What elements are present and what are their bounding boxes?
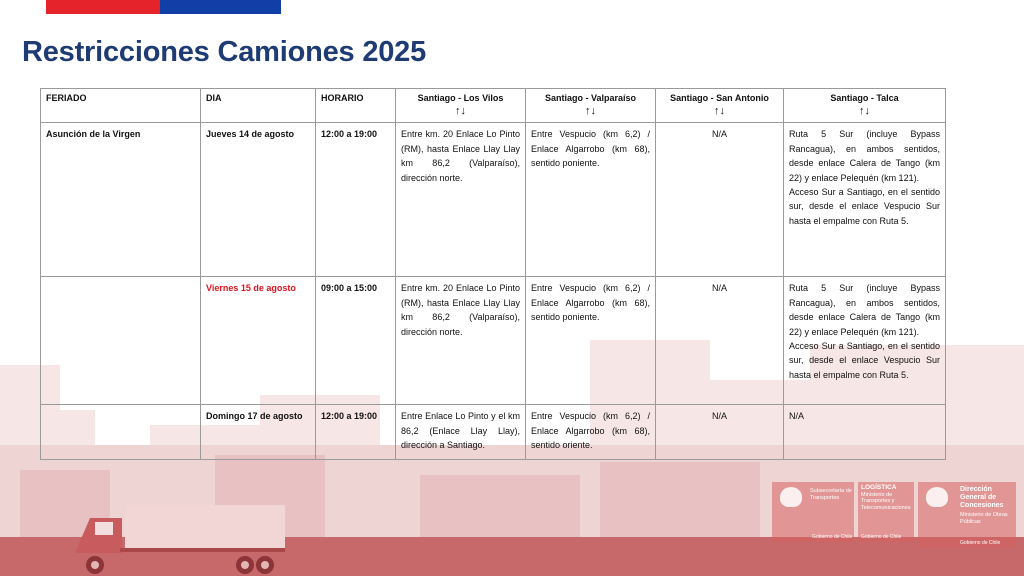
logo-direccion-concesiones: Dirección General de Concesiones Ministerio de Obras Públicas Gobierno de Chile [918,482,1016,548]
header-route-los-vilos [396,89,526,123]
cell-feriado [41,405,201,460]
cell-valparaiso: Entre Vespucio (km 6,2) / Enlace Algarrobo (km 68), sentido poniente. [526,277,656,405]
cell-talca-ruta5: Ruta 5 Sur (incluye Bypass Rancagua), en ambos sentidos, desde enlace Calera de Tango (km 22) y enlace Pelequén (km 121). [789,129,940,183]
restrictions-table [40,88,946,460]
cell-horario: 12:00 a 19:00 [316,123,396,277]
up-down-arrows-icon: ↑↓ [714,105,725,118]
up-down-arrows-icon: ↑↓ [585,105,596,118]
cell-dia: Domingo 17 de agosto [201,405,316,460]
cell-talca-acceso-sur: Acceso Sur a Santiago, en el sentido sur, desde el enlace Vespucio Sur hasta el empalme con Ruta 5. [789,187,940,226]
cell-dia: Viernes 15 de agosto [201,277,316,405]
header-route-talca-label: Santiago - Talca [830,93,899,103]
header-route-valparaiso [526,89,656,123]
cell-los-vilos: Entre km. 20 Enlace Lo Pinto (RM), hasta Enlace Llay Llay km 86,2 (Valparaíso), dirección norte. [396,277,526,405]
cell-talca [784,123,946,277]
cell-valparaiso: Entre Vespucio (km 6,2) / Enlace Algarrobo (km 68), sentido oriente. [526,405,656,460]
cell-talca-ruta5: N/A [789,411,805,422]
header-route-los-vilos-label: Santiago - Los Vilos [417,93,504,103]
cell-san-antonio: N/A [656,123,784,277]
cell-horario: 09:00 a 15:00 [316,277,396,405]
table-row [41,277,946,405]
page-title: Restricciones Camiones 2025 [22,36,427,68]
header-route-valparaiso-label: Santiago - Valparaíso [544,93,637,103]
header-route-san-antonio [656,89,784,123]
table-row [41,405,946,460]
logo-logistica: LOGÍSTICA Ministerio de Transportes y Telecomunicaciones Gobierno de Chile [858,482,914,542]
logo-subsecretaria-transportes: Subsecretaría de Transportes Gobierno de Chile [772,482,854,542]
cell-los-vilos: Entre km. 20 Enlace Lo Pinto (RM), hasta Enlace Llay Llay km 86,2 (Valparaíso), dirección norte. [396,123,526,277]
cell-talca [784,277,946,405]
cell-dia: Jueves 14 de agosto [201,123,316,277]
up-down-arrows-icon: ↑↓ [859,105,870,118]
cell-san-antonio: N/A [656,277,784,405]
cell-talca-acceso-sur: Acceso Sur a Santiago, en el sentido sur, desde el enlace Vespucio Sur hasta el empalme con Ruta 5. [789,341,940,380]
chile-crest-icon [780,487,802,507]
cell-san-antonio: N/A [656,405,784,460]
header-route-san-antonio-label: Santiago - San Antonio [670,93,769,103]
header-horario: HORARIO [316,89,396,123]
cell-talca [784,405,946,460]
chile-crest-icon [926,487,948,507]
header-route-talca [784,89,946,123]
cell-los-vilos: Entre Enlace Lo Pinto y el km 86,2 (Enlace Llay Llay), dirección a Santiago. [396,405,526,460]
cell-feriado: Asunción de la Virgen [41,123,201,277]
header-dia: DIA [201,89,316,123]
cell-talca-ruta5: Ruta 5 Sur (incluye Bypass Rancagua), en ambos sentidos, desde enlace Calera de Tango (km 22) y enlace Pelequén (km 121). [789,283,940,337]
cell-feriado [41,277,201,405]
cell-valparaiso: Entre Vespucio (km 6,2) / Enlace Algarrobo (km 68), sentido poniente. [526,123,656,277]
up-down-arrows-icon: ↑↓ [455,105,466,118]
table-header-row [41,89,946,123]
cell-horario: 12:00 a 19:00 [316,405,396,460]
header-feriado: FERIADO [41,89,201,123]
table-row [41,123,946,277]
